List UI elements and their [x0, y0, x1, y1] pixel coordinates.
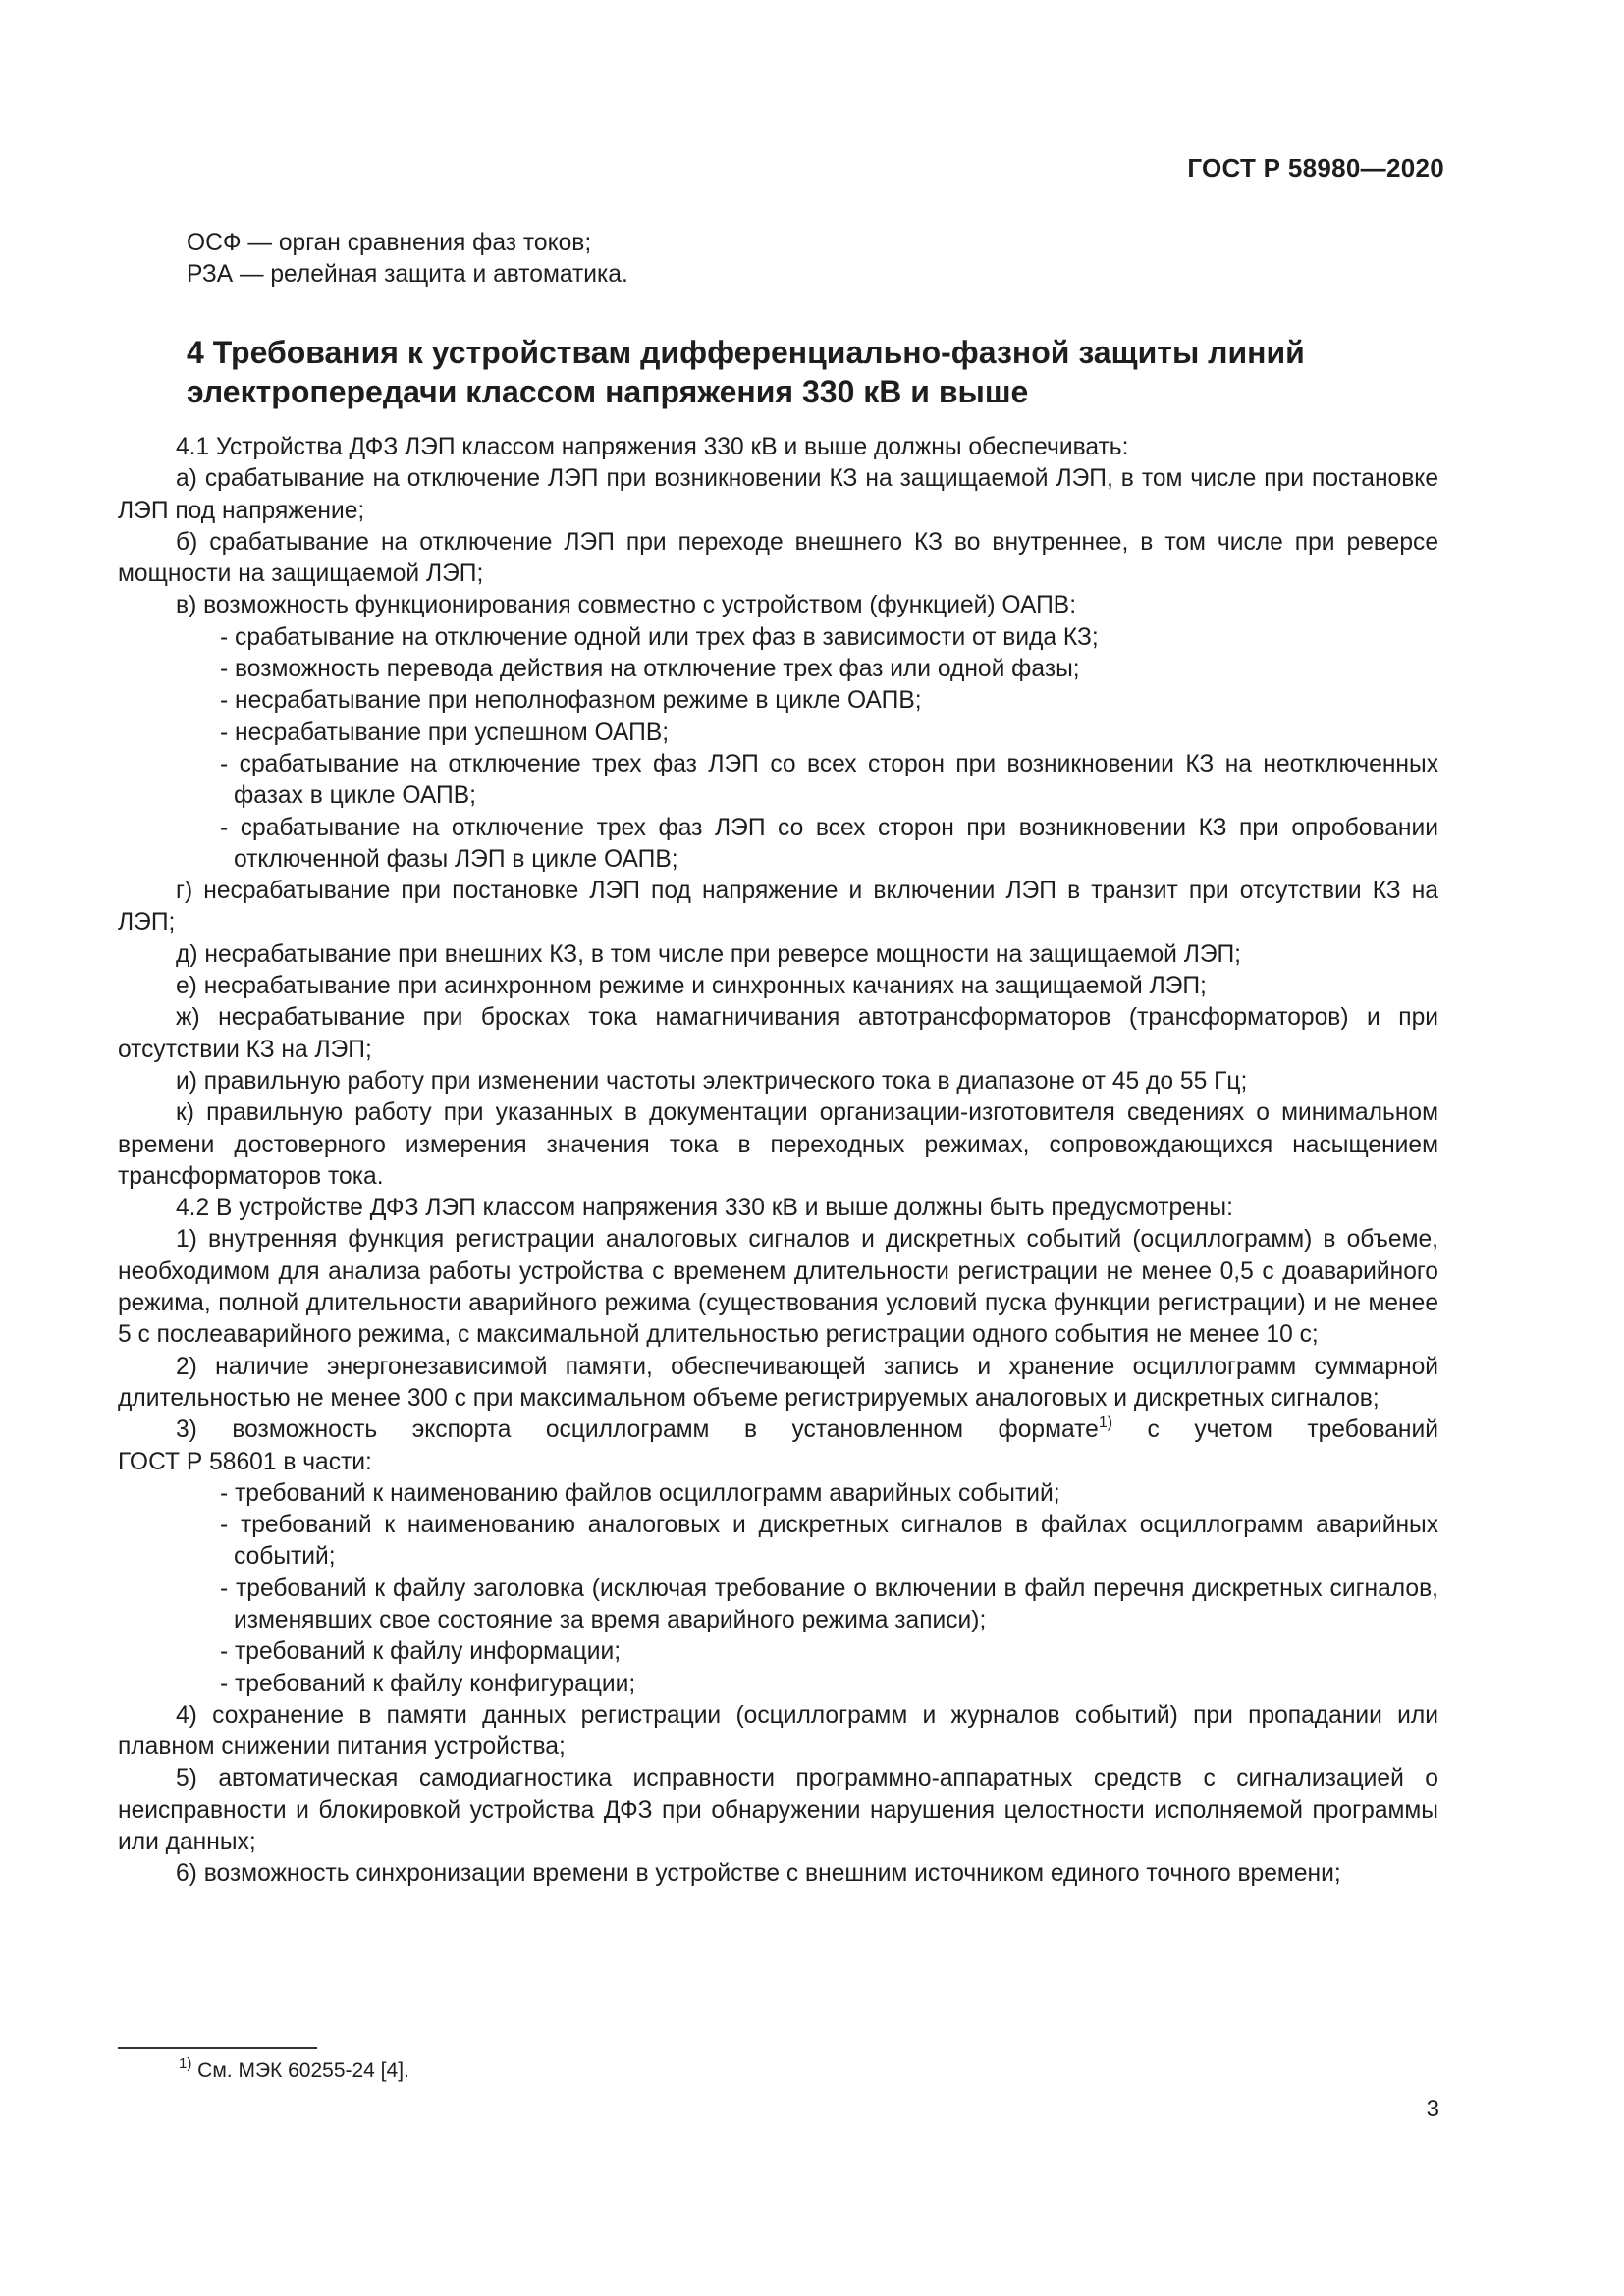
clause-4-1-item-i: и) правильную работу при изменении частоты электрического тока в диапазоне от 45 до 55 Гц;	[176, 1067, 1248, 1095]
clause-4-2-item-3-subitem: - требований к наименованию аналоговых и дискретных сигналов в файлах осциллограмм аварийных событий;	[220, 1512, 1438, 1571]
clause-4-2-item-1: 1) внутренняя функция регистрации аналоговых сигналов и дискретных событий (осциллограмм) в объеме, необходимом для анализа работы устройства с временем длительности регистрации не менее 0,5 с доаварийного режима, полной длительности аварийного режима (существования условий пуска функции регистрации) и не менее 5 с послеаварийного режима, с максимальной длительностью регистрации одного события не менее 10 с;	[118, 1226, 1438, 1349]
section-heading-line2: электропередачи классом напряжения 330 кВ и выше	[187, 374, 1029, 409]
section-body	[118, 432, 1438, 1891]
item-3-text-cont: с учетом требований	[1112, 1416, 1438, 1444]
clause-4-2-item-3-subitem: - требований к файлу информации;	[220, 1638, 622, 1666]
clause-4-2-item-3-subitem: - требований к файлу заголовка (исключая требование о включении в файл перечня дискретных сигналов, изменявших свое состояние за время аварийного режима записи);	[220, 1575, 1438, 1633]
clause-4-1-item-zh: ж) несрабатывание при бросках тока намагничивания автотрансформаторов (трансформаторов) и при отсутствии КЗ на ЛЭП;	[118, 1004, 1438, 1063]
clause-4-1-v-subitem: - несрабатывание при неполнофазном режиме в цикле ОАПВ;	[220, 687, 922, 715]
abbreviations-list	[118, 228, 1438, 292]
page-number: 3	[1426, 2096, 1439, 2122]
clause-4-2-item-3-subitem: - требований к наименованию файлов осциллограмм аварийных событий;	[220, 1479, 1060, 1507]
footnote-marker: 1)	[179, 2056, 192, 2072]
clause-4-1-v-subitem: - срабатывание на отключение одной или трех фаз в зависимости от вида КЗ;	[220, 623, 1099, 651]
clause-4-2-item-2: 2) наличие энергонезависимой памяти, обеспечивающей запись и хранение осциллограмм суммарной длительностью не менее 300 с при максимальном объеме регистрируемых аналоговых и дискретных сигналов;	[118, 1353, 1438, 1412]
footnote-separator	[118, 2047, 317, 2049]
abbreviation-rza: РЗА — релейная защита и автоматика.	[187, 261, 628, 289]
clause-4-1-item-d: д) несрабатывание при внешних КЗ, в том числе при реверсе мощности на защищаемой ЛЭП;	[176, 940, 1242, 968]
footnote	[179, 2057, 409, 2085]
clause-4-2-item-5: 5) автоматическая самодиагностика исправности программно-аппаратных средств с сигнализацией о неисправности и блокировкой устройства ДФЗ при обнаружении нарушения целостности исполняемой программы или данных;	[118, 1765, 1438, 1856]
clause-4-2-item-3-subitem: - требований к файлу конфигурации;	[220, 1670, 636, 1697]
clause-4-2-item-3-line2: ГОСТ Р 58601 в части:	[118, 1448, 372, 1475]
clause-4-1-v-subitem: - срабатывание на отключение трех фаз ЛЭП со всех сторон при возникновении КЗ при опробовании отключенной фазы ЛЭП в цикле ОАПВ;	[220, 814, 1438, 873]
clause-4-1-item-a: а) срабатывание на отключение ЛЭП при возникновении КЗ на защищаемой ЛЭП, в том числе при постановке ЛЭП под напряжение;	[118, 465, 1438, 524]
clause-4-2-item-4: 4) сохранение в памяти данных регистрации (осциллограмм и журналов событий) при пропадании или плавном снижении питания устройства;	[118, 1701, 1438, 1761]
clause-4-1-item-v: в) возможность функционирования совместно с устройством (функцией) ОАПВ:	[176, 592, 1077, 619]
abbreviation-osf: ОСФ — орган сравнения фаз токов;	[187, 230, 592, 256]
clause-4-1-v-subitem: - возможность перевода действия на отключение трех фаз или одной фазы;	[220, 656, 1080, 683]
clause-4-1-intro: 4.1 Устройства ДФЗ ЛЭП классом напряжения 330 кВ и выше должны обеспечивать:	[176, 434, 1129, 460]
clause-4-1-v-subitem: - срабатывание на отключение трех фаз ЛЭП со всех сторон при возникновении КЗ на неотключенных фазах в цикле ОАПВ;	[220, 750, 1438, 810]
clause-4-1-v-subitem: - несрабатывание при успешном ОАПВ;	[220, 719, 670, 746]
item-3-text: 3) возможность экспорта осциллограмм в установленном формате	[176, 1416, 1099, 1444]
section-heading-line1: 4 Требования к устройствам дифференциально-фазной защиты линий	[187, 335, 1305, 370]
footnote-reference: 1)	[1098, 1415, 1113, 1432]
clause-4-1-item-e: е) несрабатывание при асинхронном режиме и синхронных качаниях на защищаемой ЛЭП;	[176, 973, 1207, 1000]
document-code: ГОСТ Р 58980—2020	[1187, 153, 1444, 183]
clause-4-1-item-g: г) несрабатывание при постановке ЛЭП под напряжение и включении ЛЭП в транзит при отсутствии КЗ на ЛЭП;	[118, 878, 1438, 936]
clause-4-1-item-k: к) правильную работу при указанных в документации организации-изготовителя сведениях о минимальном времени достоверного измерения значения тока в переходных режимах, сопровождающихся насыщением трансформаторов тока.	[118, 1099, 1438, 1190]
clause-4-1-item-b: б) срабатывание на отключение ЛЭП при переходе внешнего КЗ во внутреннее, в том числе при реверсе мощности на защищаемой ЛЭП;	[118, 528, 1438, 588]
section-heading	[187, 333, 1443, 411]
clause-4-2-item-6: 6) возможность синхронизации времени в устройстве с внешним источником единого точного времени;	[176, 1860, 1341, 1888]
clause-4-2-intro: 4.2 В устройстве ДФЗ ЛЭП классом напряжения 330 кВ и выше должны быть предусмотрены:	[176, 1195, 1233, 1222]
footnote-text: См. МЭК 60255-24 [4].	[191, 2059, 409, 2082]
clause-4-2-item-3-line1	[118, 1415, 1438, 1446]
